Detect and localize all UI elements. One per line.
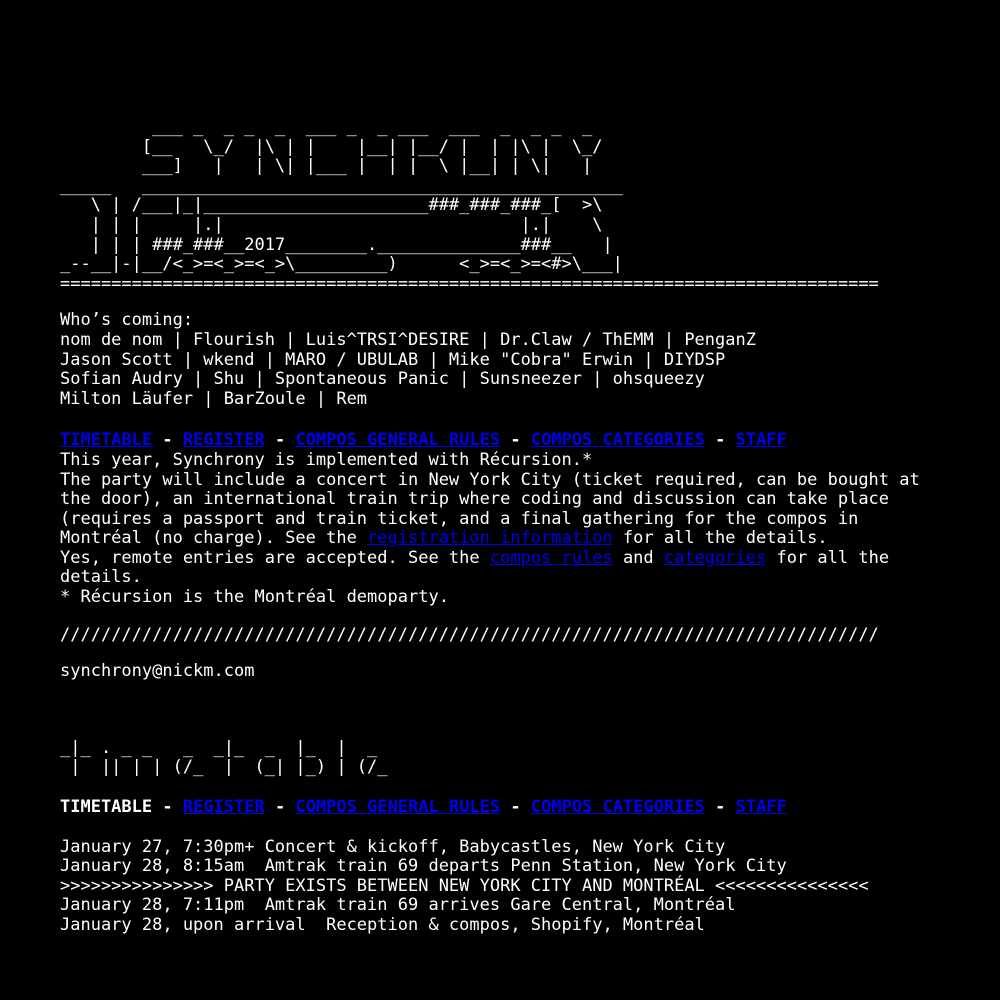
timetable-ascii-heading xyxy=(60,739,940,778)
remote-entries-text-end: for all the details. xyxy=(60,547,890,588)
ascii-logo-row: ___] | | \| |___ | | | \ |__| | \| | xyxy=(60,156,593,177)
nav-separator: - xyxy=(500,797,531,818)
ascii-logo-row: | | | |.| |.| \ xyxy=(60,214,603,235)
nav-link-compos-categories[interactable]: COMPOS CATEGORIES xyxy=(530,797,705,818)
party-description-paragraph xyxy=(60,471,940,549)
nav-separator: - xyxy=(264,430,296,451)
registration-info-link[interactable]: registration information xyxy=(367,528,613,549)
ascii-logo-row: | | | ###_###__2017________.______________###__ | xyxy=(60,234,613,255)
ascii-logo-row: _--__|-|__/<_>=<_>=<_>\_________) <_>=<_>=<#>\___| xyxy=(60,254,623,275)
attendees-line: Milton Läufer | BarZoule | Rem xyxy=(60,388,368,409)
contact-email: synchrony@nickm.com xyxy=(60,661,255,682)
nav-separator: - xyxy=(704,430,736,451)
synchrony-ascii-logo xyxy=(60,118,940,294)
nav-current-timetable: TIMETABLE xyxy=(60,797,153,818)
whos-coming-heading: Who’s coming: xyxy=(60,310,194,331)
timetable-nav xyxy=(60,798,940,818)
nav-separator: - xyxy=(264,797,296,818)
nav-link-compos-rules[interactable]: COMPOS GENERAL RULES xyxy=(295,430,501,451)
main-content xyxy=(60,118,940,936)
whos-coming-section xyxy=(60,311,940,409)
nav-separator: - xyxy=(500,430,531,451)
schedule-list xyxy=(60,838,940,936)
compos-rules-link[interactable]: compos rules xyxy=(489,547,613,568)
party-description-text-end: for all the details. xyxy=(612,528,828,549)
schedule-item: January 28, 8:15am Amtrak train 69 departs Penn Station, New York City xyxy=(60,856,787,877)
ascii-logo-row: ___ _ _ _ _ ___ _ _ ___ ___ _ _ _ _ xyxy=(60,117,593,137)
nav-link-timetable[interactable]: TIMETABLE xyxy=(60,430,153,451)
ascii-logo-row: [__ \_/ |\ | | |__| |__/ | | |\ | \_/ xyxy=(60,136,603,157)
schedule-banner: >>>>>>>>>>>>>>> PARTY EXISTS BETWEEN NEW YORK CITY AND MONTRÉAL <<<<<<<<<<<<<<< xyxy=(60,875,869,896)
intro-paragraph: This year, Synchrony is implemented with Récursion.* xyxy=(60,449,593,470)
schedule-item: January 28, 7:11pm Amtrak train 69 arrives Gare Central, Montréal xyxy=(60,895,736,916)
remote-entries-paragraph xyxy=(60,549,940,588)
ascii-heading-row: _|_ . _ _ _ _|_ _ |_ | _ xyxy=(60,737,378,758)
nav-link-staff[interactable]: STAFF xyxy=(735,797,787,818)
categories-link[interactable]: categories xyxy=(663,547,767,568)
nav-separator: - xyxy=(152,430,183,451)
schedule-item: January 28, upon arrival Reception & compos, Shopify, Montréal xyxy=(60,915,705,935)
schedule-item: January 27, 7:30pm+ Concert & kickoff, Babycastles, New York City xyxy=(60,836,726,857)
ascii-logo-row: ================================================================================ xyxy=(60,273,879,294)
remote-entries-text-mid: and xyxy=(612,547,664,568)
top-nav xyxy=(60,431,940,451)
nav-link-staff[interactable]: STAFF xyxy=(735,430,787,451)
party-description-text: The party will include a concert in New York City (ticket required, can be bought at the door), an international train trip where coding and discussion can take place (requires a passport and train ticket, and a final gathering for the compos in Montréal (no charge). See the xyxy=(60,469,920,549)
attendees-line: nom de nom | Flourish | Luis^TRSI^DESIRE | Dr.Claw / ThEMM | PenganZ xyxy=(60,329,756,350)
nav-separator: - xyxy=(152,797,183,818)
ascii-logo-row: _____ _______________________________________________ xyxy=(60,175,623,196)
recursion-footnote: * Récursion is the Montréal demoparty. xyxy=(60,587,449,608)
ascii-logo-row: \ | /___|_|______________________###_###_###_[ >\ xyxy=(60,195,603,216)
nav-link-register[interactable]: REGISTER xyxy=(182,430,265,451)
nav-link-register[interactable]: REGISTER xyxy=(182,797,265,818)
nav-link-compos-rules[interactable]: COMPOS GENERAL RULES xyxy=(295,797,501,818)
ascii-heading-row: | || | | (/_ | (_| |_) | (/_ xyxy=(60,757,388,778)
attendees-line: Sofian Audry | Shu | Spontaneous Panic | Sunsneezer | ohsqueezy xyxy=(60,369,705,390)
attendees-line: Jason Scott | wkend | MARO / UBULAB | Mike "Cobra" Erwin | DIYDSP xyxy=(60,349,726,370)
nav-separator: - xyxy=(704,797,736,818)
nav-link-compos-categories[interactable]: COMPOS CATEGORIES xyxy=(530,430,705,451)
slash-divider: //////////////////////////////////////////////////////////////////////////////// xyxy=(60,624,879,645)
remote-entries-text: Yes, remote entries are accepted. See the xyxy=(60,547,490,568)
